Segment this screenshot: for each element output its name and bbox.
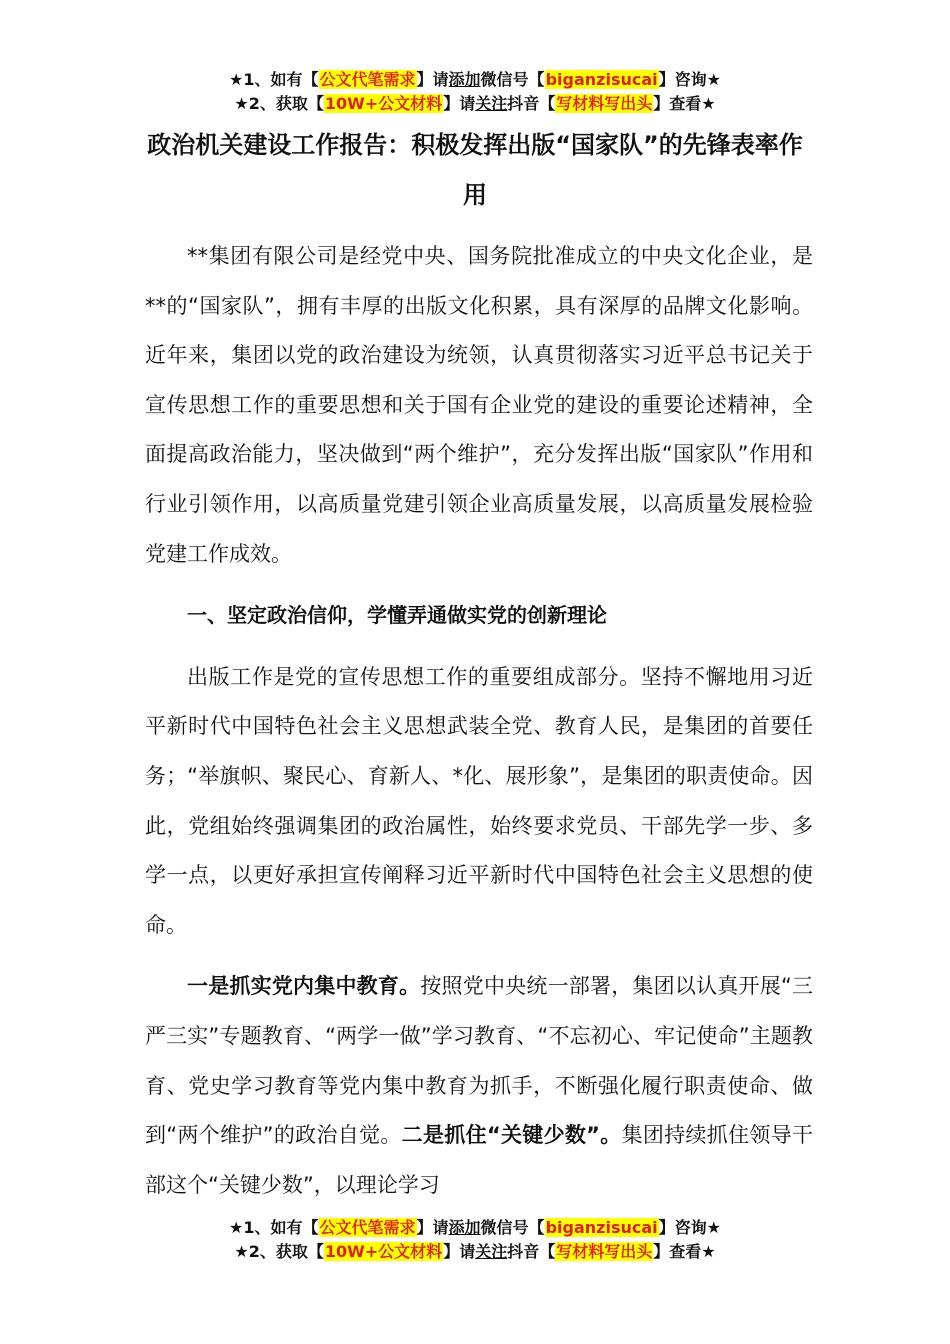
paragraph-text: 按照党中央统一部署，集团以认真开展“三严三实”专题教育、“两学一做”学习教育、“不忘初心、牢记使命”主题教育、党史学习教育等党内集中教育为抓手，不断强化履行职责使命、做到“两个维护”的政治自觉。 bbox=[145, 974, 813, 1148]
banner-text: 】咨询★ bbox=[658, 1218, 721, 1237]
banner-text: 微信号【 bbox=[480, 70, 545, 89]
banner-text: 】请 bbox=[443, 1242, 476, 1261]
highlight-materials: 10W+公文材料 bbox=[324, 94, 443, 113]
banner-line-2 bbox=[0, 92, 950, 116]
document-body bbox=[145, 232, 813, 1210]
banner-text: ★1、如有【 bbox=[229, 1218, 319, 1237]
banner-underline: 关注 bbox=[475, 94, 508, 113]
highlight-service: 公文代笔需求 bbox=[319, 70, 416, 89]
banner-text: ★1、如有【 bbox=[229, 70, 319, 89]
banner-text: ★2、获取【 bbox=[234, 94, 324, 113]
banner-text: 抖音【 bbox=[507, 94, 556, 113]
highlight-douyin: 写材料写出头 bbox=[556, 94, 653, 113]
banner-underline: 添加 bbox=[448, 70, 481, 89]
section-heading: 一、坚定政治信仰，学懂弄通做实党的创新理论 bbox=[187, 603, 607, 628]
section-paragraph-2 bbox=[145, 962, 813, 1210]
banner-text: 】查看★ bbox=[653, 94, 716, 113]
highlight-douyin: 写材料写出头 bbox=[556, 1242, 653, 1261]
bold-lead-1: 一是抓实党内集中教育。 bbox=[187, 974, 421, 999]
header-banner bbox=[0, 68, 950, 116]
paragraph-text: 集团持续抓住领导干部这个“关键少数”，以理论学习 bbox=[145, 1123, 813, 1197]
banner-underline: 关注 bbox=[475, 1242, 508, 1261]
banner-line-1 bbox=[0, 1216, 950, 1240]
highlight-wechat-id: biganzisucai bbox=[545, 70, 658, 89]
banner-text: 】请 bbox=[416, 70, 449, 89]
bold-lead-2: 二是抓住“关键少数”。 bbox=[401, 1123, 622, 1148]
highlight-service: 公文代笔需求 bbox=[319, 1218, 416, 1237]
highlight-materials: 10W+公文材料 bbox=[324, 1242, 443, 1261]
highlight-wechat-id: biganzisucai bbox=[545, 1218, 658, 1237]
banner-underline: 添加 bbox=[448, 1218, 481, 1237]
footer-banner bbox=[0, 1216, 950, 1264]
banner-text: 】查看★ bbox=[653, 1242, 716, 1261]
intro-paragraph: **集团有限公司是经党中央、国务院批准成立的中央文化企业，是**的“国家队”，拥有丰厚的出版文化积累，具有深厚的品牌文化影响。近年来，集团以党的政治建设为统领，认真贯彻落实习近平总书记关于宣传思想工作的重要思想和关于国有企业党的建设的重要论述精神，全面提高政治能力，坚决做到“两个维护”，充分发挥出版“国家队”作用和行业引领作用，以高质量党建引领企业高质量发展，以高质量发展检验党建工作成效。 bbox=[145, 244, 813, 566]
banner-text: 】请 bbox=[416, 1218, 449, 1237]
banner-line-2 bbox=[0, 1240, 950, 1264]
banner-text: 抖音【 bbox=[507, 1242, 556, 1261]
banner-text: 】请 bbox=[443, 94, 476, 113]
banner-text: 微信号【 bbox=[480, 1218, 545, 1237]
banner-text: ★2、获取【 bbox=[234, 1242, 324, 1261]
banner-text: 】咨询★ bbox=[658, 70, 721, 89]
banner-line-1 bbox=[0, 68, 950, 92]
document-title: 政治机关建设工作报告：积极发挥出版“国家队”的先锋表率作用 bbox=[147, 131, 803, 209]
section-paragraph-1: 出版工作是党的宣传思想工作的重要组成部分。坚持不懈地用习近平新时代中国特色社会主义思想武装全党、教育人民，是集团的首要任务；“举旗帜、聚民心、育新人、*化、展形象”，是集团的职责使命。因此，党组始终强调集团的政治属性，始终要求党员、干部先学一步、多学一点，以更好承担宣传阐释习近平新时代中国特色社会主义思想的使命。 bbox=[145, 664, 813, 937]
